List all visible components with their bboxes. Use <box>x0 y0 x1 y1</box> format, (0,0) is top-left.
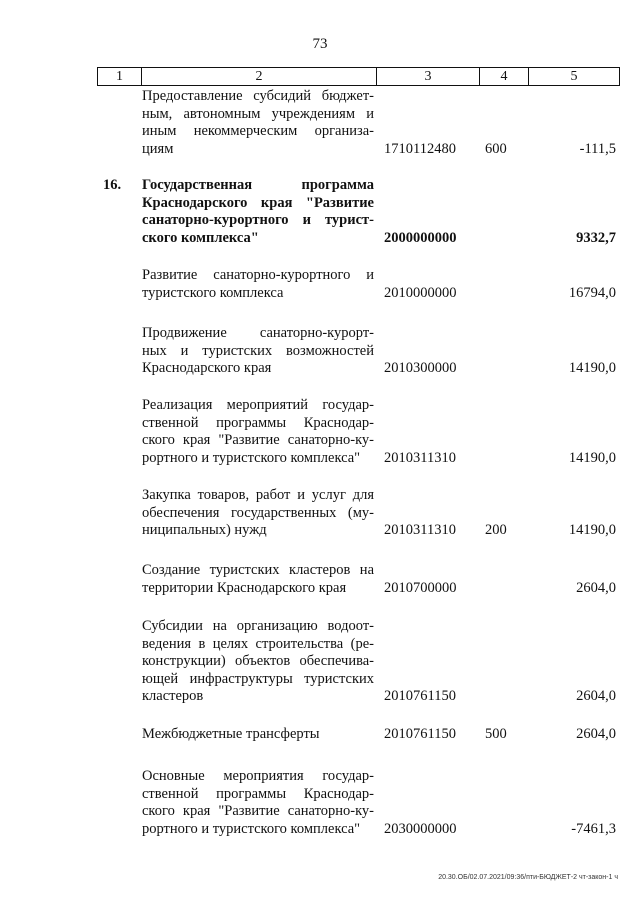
row-name <box>142 177 374 247</box>
row-code: 2010311310 <box>384 449 456 466</box>
row-code: 2010761150 <box>384 688 456 705</box>
header-col-1: 1 <box>116 69 123 84</box>
row-code: 2010300000 <box>384 360 457 377</box>
row-name <box>142 768 374 838</box>
row-name-line: туристского комплекса <box>142 284 284 301</box>
row-name-line: ского края "Развитие санаторно-ку- <box>142 803 374 820</box>
row-name-line: рортного и туристского комплекса" <box>142 449 361 466</box>
page-number: 73 <box>312 36 328 52</box>
row-name-line: иным некоммерческим организа- <box>142 123 374 140</box>
row-name-line: ского края "Развитие санаторно-ку- <box>142 432 374 449</box>
row-name-line: Основные мероприятия государ- <box>142 768 374 784</box>
header-col-5: 5 <box>528 68 619 85</box>
row-sum: 14190,0 <box>568 522 616 539</box>
row-name-line: Реализация мероприятий государ- <box>142 397 374 413</box>
header-col-2: 2 <box>141 68 376 85</box>
row-name-line: ского комплекса" <box>142 229 259 246</box>
table-header <box>97 67 620 86</box>
row-vr: 600 <box>485 140 507 157</box>
row-sum: 2604,0 <box>576 688 616 705</box>
row-number: 16. <box>103 177 122 193</box>
row-name-line: Развитие санаторно-курортного и <box>142 267 374 283</box>
row-vr: 500 <box>485 726 507 742</box>
row-name-line: обеспечения государственных (му- <box>142 504 374 521</box>
row-name <box>142 325 374 378</box>
row-code: 1710112480 <box>384 140 456 157</box>
row-vr: 200 <box>485 522 507 539</box>
row-name-line: Краснодарского края <box>142 360 272 377</box>
row-code: 2010761150 <box>384 726 456 742</box>
row-sum: 14190,0 <box>568 449 616 466</box>
row-code: 2000000000 <box>384 229 457 246</box>
row-sum: 16794,0 <box>568 284 616 301</box>
header-col-3: 3 <box>376 68 479 85</box>
row-sum: 9332,7 <box>576 229 616 246</box>
row-name-line: Создание туристских кластеров на <box>142 562 374 578</box>
row-name-line: кластеров <box>142 688 204 705</box>
row-name-line: Государственная программа <box>142 177 374 193</box>
row-name-line: циям <box>142 140 174 157</box>
row-name-line: ющей инфраструктуры туристских <box>142 670 374 687</box>
row-sum: 2604,0 <box>576 726 616 742</box>
row-name-line: Закупка товаров, работ и услуг для <box>142 487 374 503</box>
row-sum: 14190,0 <box>568 360 616 377</box>
row-name-line: ственной программы Краснодар- <box>142 785 374 802</box>
row-code: 2010700000 <box>384 579 457 596</box>
row-name-line: ведения в целях строительства (ре- <box>142 635 374 652</box>
row-sum: 2604,0 <box>576 579 616 596</box>
row-name <box>142 618 374 706</box>
header-col-4: 4 <box>479 68 528 85</box>
row-name <box>142 88 374 158</box>
row-name-line: ниципальных) нужд <box>142 522 267 539</box>
row-code: 2010311310 <box>384 522 456 539</box>
row-name-line: рортного и туристского комплекса" <box>142 820 361 837</box>
row-name-line: конструкции) объектов обеспечива- <box>142 653 374 670</box>
row-name <box>142 487 374 540</box>
row-sum: -7461,3 <box>571 820 616 837</box>
row-name-line: санаторно-курортного и турист- <box>142 212 374 229</box>
row-name-line: Субсидии на организацию водоот- <box>142 618 374 634</box>
row-code: 2010000000 <box>384 284 457 301</box>
row-name <box>142 267 374 302</box>
row-name <box>142 726 374 744</box>
row-name-line: ных и туристских возможностей <box>142 342 374 359</box>
footer-stamp: 20.30.OБ/02.07.2021/09:36/пти-БЮДЖЕТ-2 чт-закон-1 ч <box>438 874 618 881</box>
row-name <box>142 397 374 467</box>
row-name-line: Продвижение санаторно-курорт- <box>142 325 374 341</box>
row-name-line: Межбюджетные трансферты <box>142 726 320 742</box>
row-name-line: ным, автономным учреждениям и <box>142 105 374 122</box>
row-name <box>142 562 374 597</box>
row-name-line: ственной программы Краснодар- <box>142 414 374 431</box>
row-sum: -111,5 <box>579 140 616 157</box>
row-name-line: Краснодарского края "Развитие <box>142 194 374 211</box>
row-name-line: территории Краснодарского края <box>142 579 347 596</box>
row-name-line: Предоставление субсидий бюджет- <box>142 88 374 104</box>
row-code: 2030000000 <box>384 820 457 837</box>
